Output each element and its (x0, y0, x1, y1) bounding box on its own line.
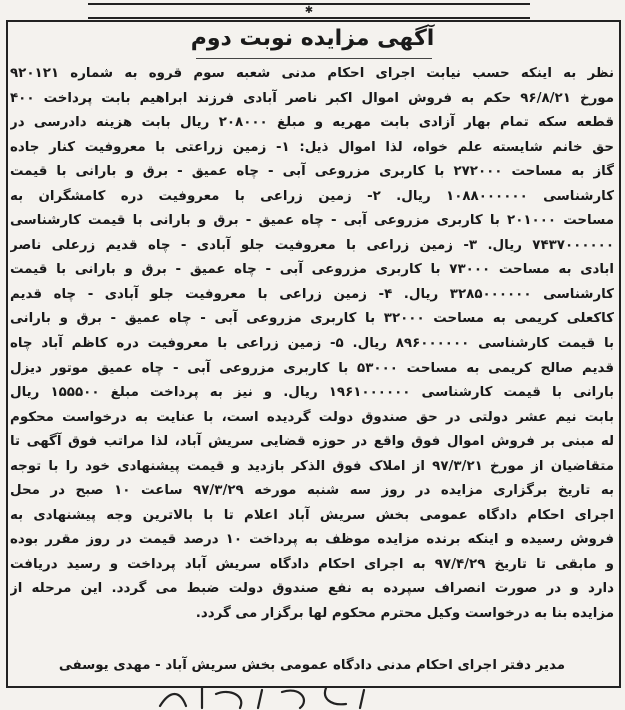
notice-line: بابت نیم عشر دولتی در حق صندوق دولت گردیده است، با عنایت به درخواست محکوم (10, 409, 614, 425)
notice-line: مزایده بنا به درخواست وکیل محترم محکوم لها برگزار می گردد. (195, 606, 614, 622)
notice-line: بارانی با قیمت کارشناسی ۱۹۶۱۰۰۰۰۰۰ ریال. و نیز به پرداخت مبلغ ۱۵۵۵۰۰ ریال (10, 385, 614, 401)
handwritten-signature-mark (150, 686, 410, 710)
notice-line: ۷۴۳۷۰۰۰۰۰۰ ریال. ۳- زمین زراعی با معروفیت جلو آبادی - چاه قدیم زرعلی ناصر (10, 237, 614, 253)
notice-title: آگهی مزایده نوبت دوم (190, 26, 435, 51)
notice-line: کارشناسی ۱۰۸۸۰۰۰۰۰۰ ریال. ۲- زمین زراعی با معروفیت دره کامشگران به (10, 188, 614, 204)
notice-line: مساحت ۲۰۱۰۰۰ با کاربری مزروعی آبی - چاه عمیق - برق و بارانی با قیمت کارشناسی (10, 213, 614, 229)
notice-line: فروش رسیده و اینکه برنده مزایده موظف به پرداخت ۱۰ درصد قیمت در روز مقرر بوده (10, 532, 614, 548)
title-underline (196, 58, 432, 59)
notice-line: له مبنی بر فروش اموال فوق واقع در حوزه قضایی سریش آباد، لذا مراتب فوق آگهی تا (10, 434, 614, 450)
top-decorative-rule (88, 3, 530, 19)
notice-line: اجرای احکام دادگاه عمومی بخش سریش آباد اعلام تا با بالاترین وجه پیشنهادی به (10, 507, 614, 523)
notice-line: با قیمت کارشناسی ۸۹۶۰۰۰۰۰۰ ریال. ۵- زمین زراعی با معروفیت دره کاظم آباد چاه (10, 336, 614, 352)
notice-line: مورخ ۹۶/۸/۲۱ حکم به فروش اموال اکبر ناصر آبادی فرزند ابراهیم بابت پرداخت ۴۰۰ (10, 90, 614, 106)
notice-body (10, 62, 614, 627)
notice-line: متقاضیان از مورخ ۹۷/۳/۲۱ از املاک فوق الذکر بازدید و قیمت پیشنهادی خود را با توجه (10, 458, 614, 474)
notice-line: گاز به مساحت ۲۷۲۰۰۰ با کاربری مزروعی آبی - چاه عمیق - برق و بارانی با قیمت (10, 164, 614, 180)
notice-line: ابادی به مساحت ۷۳۰۰۰ با کاربری مزروعی آبی - چاه عمیق - برق و بارانی با قیمت (10, 262, 614, 278)
notice-signature-line: مدیر دفتر اجرای احکام مدنی دادگاه عمومی بخش سریش آباد - مهدی یوسفی (58, 658, 566, 673)
notice-line: و مابقی تا تاریخ ۹۷/۴/۲۹ به اجرای احکام دادگاه سریش آباد پرداخت و رسید دریافت (10, 556, 614, 572)
notice-line: قدیم صالح کریمی به مساحت ۵۳۰۰۰ با کاربری مزروعی آبی - چاه عمیق موتور دیزل (10, 360, 614, 376)
notice-line: به تاریخ برگزاری مزایده در روز سه شنبه مورخه ۹۷/۳/۲۹ ساعت ۱۰ صبح در محل (10, 483, 614, 499)
notice-line: کاکعلی کریمی به مساحت ۳۲۰۰۰ با کاربری مزروعی آبی - چاه عمیق - برق و بارانی (10, 311, 614, 327)
notice-line: دارد و در صورت انصراف سپرده به نفع صندوق دولت ضبط می گردد. این مرحله از (10, 581, 614, 597)
ornament-star-icon: ✱ (304, 5, 314, 16)
notice-line: نظر به اینکه حسب نیابت اجرای احکام مدنی شعبه سوم قروه به شماره ۹۲۰۱۲۱ (10, 66, 614, 81)
notice-line: قطعه سکه تمام بهار آزادی بابت مهریه و مبلغ ۲۰۸۰۰۰ ریال بابت هزینه دادرسی در (10, 115, 614, 131)
notice-line: حق خانم شایسته علم خواه، لذا اموال ذیل: ۱- زمین زراعتی با معروفیت کنار جاده (10, 139, 614, 155)
notice-line: کارشناسی ۳۲۸۵۰۰۰۰۰۰ ریال. ۴- زمین زراعی با معروفیت جلو آبادی - چاه قدیم (10, 286, 614, 302)
